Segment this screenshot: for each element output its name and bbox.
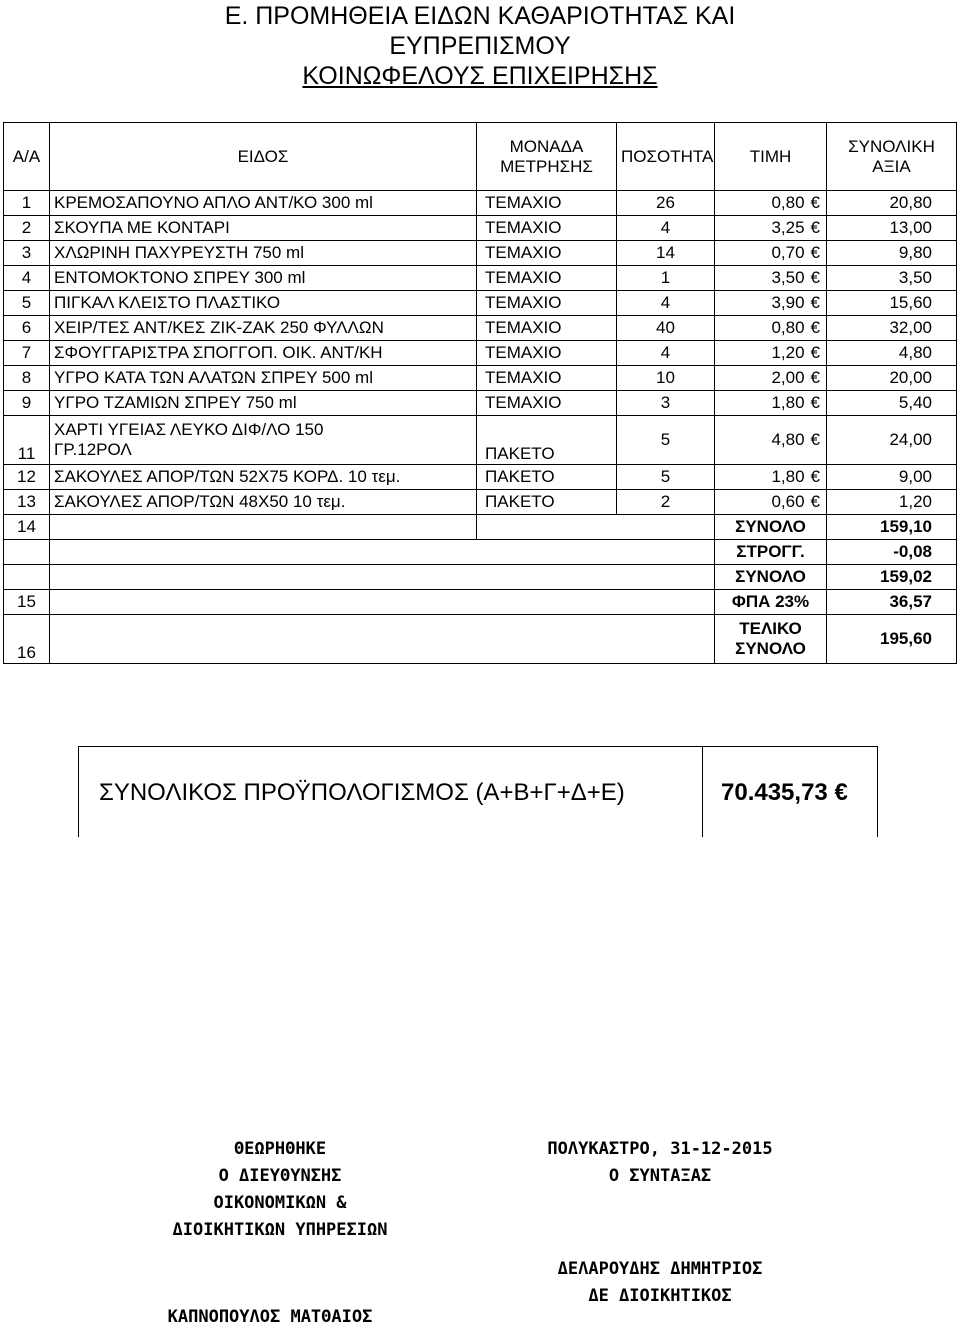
row-unit: ΠΑΚΕΤΟ xyxy=(477,465,617,490)
row-aa: 6 xyxy=(4,316,50,341)
table-header-row xyxy=(4,123,957,191)
signature-right-name-block xyxy=(500,1256,820,1310)
row-total: 4,80 xyxy=(827,341,957,366)
row-price xyxy=(715,316,827,341)
header-unit-line-1: ΜΟΝΑΔΑ xyxy=(509,136,584,156)
row-aa: 12 xyxy=(4,465,50,490)
row-unit: ΤΕΜΑΧΙΟ xyxy=(477,241,617,266)
row-total: 1,20 xyxy=(827,490,957,515)
summary-label: ΣΤΡΟΓΓ. xyxy=(715,540,827,565)
summary-label-line-2: ΣΥΝΟΛΟ xyxy=(735,639,806,658)
row-total: 5,40 xyxy=(827,391,957,416)
row-item: ΧΛΩΡΙΝΗ ΠΑΧΥΡΕΥΣΤΗ 750 ml xyxy=(50,241,477,266)
row-aa: 3 xyxy=(4,241,50,266)
signature-right-block xyxy=(500,1136,820,1190)
euro-icon: € xyxy=(810,193,820,212)
row-quantity: 5 xyxy=(617,465,715,490)
row-price-value: 3,50 xyxy=(771,268,805,287)
row-quantity: 1 xyxy=(617,266,715,291)
euro-icon: € xyxy=(810,492,820,511)
header-unit xyxy=(477,123,617,191)
euro-icon: € xyxy=(834,779,848,806)
row-total: 24,00 xyxy=(827,416,957,465)
summary-aa xyxy=(4,565,50,590)
row-aa: 13 xyxy=(4,490,50,515)
total-budget-box xyxy=(78,746,878,837)
table-row xyxy=(4,490,957,515)
row-price xyxy=(715,490,827,515)
header-total-line-1: ΣΥΝΟΛΙΚΗ xyxy=(848,136,935,156)
row-price xyxy=(715,266,827,291)
summary-value: 159,02 xyxy=(827,565,957,590)
summary-blank xyxy=(50,515,477,540)
summary-value: 36,57 xyxy=(827,590,957,615)
summary-aa: 14 xyxy=(4,515,50,540)
row-price-value: 1,80 xyxy=(771,467,805,486)
row-quantity: 40 xyxy=(617,316,715,341)
table-row xyxy=(4,465,957,490)
row-item: ΣΚΟΥΠΑ ΜΕ ΚΟΝΤΑΡΙ xyxy=(50,216,477,241)
row-unit: ΤΕΜΑΧΙΟ xyxy=(477,216,617,241)
budget-divider xyxy=(702,747,703,837)
summary-label: ΣΥΝΟΛΟ xyxy=(715,515,827,540)
row-aa: 7 xyxy=(4,341,50,366)
summary-value: 159,10 xyxy=(827,515,957,540)
row-price-value: 1,20 xyxy=(771,343,805,362)
summary-row xyxy=(4,590,957,615)
euro-icon: € xyxy=(810,393,820,412)
total-budget-label: ΣΥΝΟΛΙΚΟΣ ΠΡΟΫΠΟΛΟΓΙΣΜΟΣ (Α+Β+Γ+Δ+Ε) xyxy=(99,779,625,806)
row-quantity: 5 xyxy=(617,416,715,465)
row-total: 32,00 xyxy=(827,316,957,341)
header-aa: Α/Α xyxy=(4,123,50,191)
signature-right-role: ΔΕ ΔΙΟΙΚΗΤΙΚΟΣ xyxy=(588,1286,732,1306)
row-aa: 1 xyxy=(4,191,50,216)
signature-left-line-1: ΘΕΩΡΗΘΗΚΕ xyxy=(233,1139,327,1159)
summary-row xyxy=(4,565,957,590)
row-item: ΣΑΚΟΥΛΕΣ ΑΠΟΡ/ΤΩΝ 52Χ75 ΚΟΡΔ. 10 τεμ. xyxy=(50,465,477,490)
row-price xyxy=(715,416,827,465)
row-aa: 11 xyxy=(4,416,50,465)
document-title-line-3 xyxy=(0,61,960,91)
row-unit: ΠΑΚΕΤΟ xyxy=(477,490,617,515)
table-row xyxy=(4,216,957,241)
row-unit: ΤΕΜΑΧΙΟ xyxy=(477,266,617,291)
row-quantity: 3 xyxy=(617,391,715,416)
summary-blank xyxy=(50,565,715,590)
signature-left-line-3: ΟΙΚΟΝΟΜΙΚΩΝ & xyxy=(213,1193,347,1213)
euro-icon: € xyxy=(810,293,820,312)
header-total xyxy=(827,123,957,191)
row-total: 9,80 xyxy=(827,241,957,266)
row-quantity: 4 xyxy=(617,341,715,366)
summary-value: 195,60 xyxy=(827,615,957,664)
row-aa: 9 xyxy=(4,391,50,416)
row-unit: ΤΕΜΑΧΙΟ xyxy=(477,341,617,366)
table-row xyxy=(4,391,957,416)
document-title-underlined: ΚΟΙΝΩΦΕΛΟΥΣ ΕΠΙΧΕΙΡΗΣΗΣ xyxy=(302,62,658,90)
row-quantity: 4 xyxy=(617,291,715,316)
row-total: 9,00 xyxy=(827,465,957,490)
signature-right-name: ΔΕΛΑΡΟΥΔΗΣ ΔΗΜΗΤΡΙΟΣ xyxy=(557,1259,763,1279)
row-price xyxy=(715,366,827,391)
signature-right-line-2: Ο ΣΥΝΤΑΞΑΣ xyxy=(608,1166,712,1186)
row-quantity: 14 xyxy=(617,241,715,266)
euro-icon: € xyxy=(810,430,820,449)
row-total: 15,60 xyxy=(827,291,957,316)
summary-aa: 15 xyxy=(4,590,50,615)
row-item: ΣΦΟΥΓΓΑΡΙΣΤΡΑ ΣΠΟΓΓΟΠ. ΟΙΚ. ΑΝΤ/ΚΗ xyxy=(50,341,477,366)
euro-icon: € xyxy=(810,368,820,387)
row-aa: 4 xyxy=(4,266,50,291)
table-row xyxy=(4,366,957,391)
table-row xyxy=(4,241,957,266)
row-total: 20,80 xyxy=(827,191,957,216)
row-item: ΥΓΡΟ ΤΖΑΜΙΩΝ ΣΠΡΕΥ 750 ml xyxy=(50,391,477,416)
row-quantity: 10 xyxy=(617,366,715,391)
row-quantity: 4 xyxy=(617,216,715,241)
row-item: ΕΝΤΟΜΟΚΤΟΝΟ ΣΠΡΕΥ 300 ml xyxy=(50,266,477,291)
row-unit: ΤΕΜΑΧΙΟ xyxy=(477,366,617,391)
row-price-value: 1,80 xyxy=(771,393,805,412)
row-price-value: 4,80 xyxy=(771,430,805,449)
row-price xyxy=(715,241,827,266)
row-price xyxy=(715,216,827,241)
row-quantity: 2 xyxy=(617,490,715,515)
header-price: ΤΙΜΗ xyxy=(715,123,827,191)
signature-left-block xyxy=(160,1136,400,1244)
row-total: 13,00 xyxy=(827,216,957,241)
summary-aa xyxy=(4,540,50,565)
row-price xyxy=(715,465,827,490)
row-item-line-2: ΓΡ.12ΡΟΛ xyxy=(54,440,132,459)
table-row xyxy=(4,341,957,366)
row-item: ΚΡΕΜΟΣΑΠΟΥΝΟ ΑΠΛΟ ΑΝΤ/ΚΟ 300 ml xyxy=(50,191,477,216)
signature-left-name: ΚΑΠΝΟΠΟΥΛΟΣ ΜΑΤΘΑΙΟΣ xyxy=(167,1307,373,1327)
euro-icon: € xyxy=(810,218,820,237)
header-total-line-2: ΑΞΙΑ xyxy=(872,156,911,176)
row-price xyxy=(715,391,827,416)
summary-blank xyxy=(50,615,715,664)
header-quantity: ΠΟΣΟΤΗΤΑ xyxy=(617,123,715,191)
row-price-value: 0,60 xyxy=(771,492,805,511)
signature-left-line-4: ΔΙΟΙΚΗΤΙΚΩΝ ΥΠΗΡΕΣΙΩΝ xyxy=(172,1220,388,1240)
row-unit: ΤΕΜΑΧΙΟ xyxy=(477,191,617,216)
table-row xyxy=(4,416,957,465)
summary-row xyxy=(4,615,957,664)
summary-label: ΣΥΝΟΛΟ xyxy=(715,565,827,590)
row-price xyxy=(715,291,827,316)
row-item-line-1: ΧΑΡΤΙ ΥΓΕΙΑΣ ΛΕΥΚΟ ΔΙΦ/ΛΟ 150 xyxy=(54,420,324,439)
summary-label-line-1: ΤΕΛΙΚΟ xyxy=(739,619,802,638)
row-aa: 8 xyxy=(4,366,50,391)
summary-row xyxy=(4,540,957,565)
row-total: 20,00 xyxy=(827,366,957,391)
row-price-value: 3,25 xyxy=(771,218,805,237)
row-unit: ΤΕΜΑΧΙΟ xyxy=(477,391,617,416)
summary-blank xyxy=(477,515,715,540)
summary-aa: 16 xyxy=(4,615,50,664)
row-item: ΣΑΚΟΥΛΕΣ ΑΠΟΡ/ΤΩΝ 48Χ50 10 τεμ. xyxy=(50,490,477,515)
document-title-line-2: ΕΥΠΡΕΠΙΣΜΟΥ xyxy=(389,32,571,60)
summary-blank xyxy=(50,540,715,565)
row-unit: ΤΕΜΑΧΙΟ xyxy=(477,316,617,341)
row-price xyxy=(715,191,827,216)
table-row xyxy=(4,191,957,216)
row-price-value: 0,80 xyxy=(771,193,805,212)
summary-row xyxy=(4,515,957,540)
summary-label xyxy=(715,615,827,664)
row-item: ΧΕΙΡ/ΤΕΣ ΑΝΤ/ΚΕΣ ΖΙΚ-ΖΑΚ 250 ΦΥΛΛΩΝ xyxy=(50,316,477,341)
euro-icon: € xyxy=(810,467,820,486)
euro-icon: € xyxy=(810,343,820,362)
signature-left-line-2: Ο ΔΙΕΥΘΥΝΣΗΣ xyxy=(218,1166,342,1186)
total-budget-value xyxy=(721,779,848,807)
items-table xyxy=(3,122,957,664)
signature-right-line-1: ΠΟΛΥΚΑΣΤΡΟ, 31-12-2015 xyxy=(547,1139,773,1159)
row-price-value: 3,90 xyxy=(771,293,805,312)
summary-value: -0,08 xyxy=(827,540,957,565)
header-item: ΕΙΔΟΣ xyxy=(50,123,477,191)
document-title-line-1: Ε. ΠΡΟΜΗΘΕΙΑ ΕΙΔΩΝ ΚΑΘΑΡΙΟΤΗΤΑΣ ΚΑΙ xyxy=(224,2,736,30)
euro-icon: € xyxy=(810,268,820,287)
row-total: 3,50 xyxy=(827,266,957,291)
summary-label: ΦΠΑ 23% xyxy=(715,590,827,615)
row-price xyxy=(715,341,827,366)
row-item: ΥΓΡΟ ΚΑΤΑ ΤΩΝ ΑΛΑΤΩΝ ΣΠΡΕΥ 500 ml xyxy=(50,366,477,391)
row-price-value: 0,70 xyxy=(771,243,805,262)
table-row xyxy=(4,291,957,316)
row-price-value: 2,00 xyxy=(771,368,805,387)
row-unit: ΤΕΜΑΧΙΟ xyxy=(477,291,617,316)
row-item xyxy=(50,416,477,465)
row-quantity: 26 xyxy=(617,191,715,216)
table-row xyxy=(4,266,957,291)
euro-icon: € xyxy=(810,318,820,337)
row-aa: 2 xyxy=(4,216,50,241)
euro-icon: € xyxy=(810,243,820,262)
summary-blank xyxy=(50,590,715,615)
table-row xyxy=(4,316,957,341)
row-aa: 5 xyxy=(4,291,50,316)
row-unit: ΠΑΚΕΤΟ xyxy=(477,416,617,465)
total-budget-amount: 70.435,73 xyxy=(721,779,828,806)
header-unit-line-2: ΜΕΤΡΗΣΗΣ xyxy=(500,156,593,176)
row-item: ΠΙΓΚΑΛ ΚΛΕΙΣΤΟ ΠΛΑΣΤΙΚΟ xyxy=(50,291,477,316)
row-price-value: 0,80 xyxy=(771,318,805,337)
